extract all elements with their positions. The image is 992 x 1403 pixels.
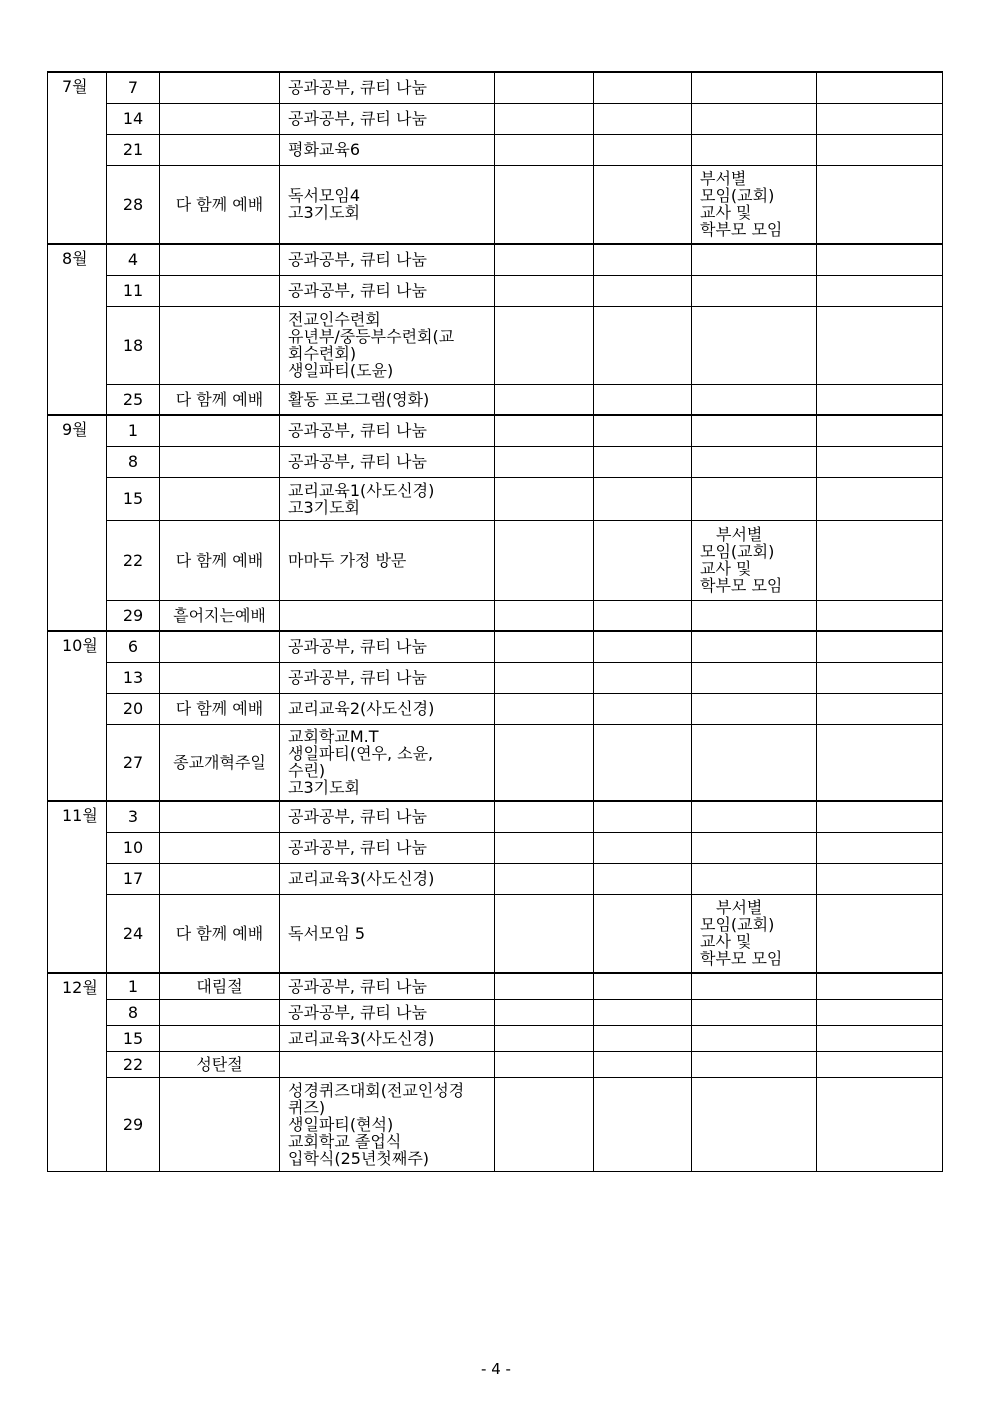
empty-cell bbox=[817, 520, 943, 600]
empty-cell bbox=[594, 384, 692, 415]
meeting-cell bbox=[692, 72, 817, 103]
empty-cell bbox=[817, 275, 943, 306]
meeting-cell bbox=[692, 244, 817, 275]
empty-cell bbox=[495, 384, 594, 415]
event-cell bbox=[160, 415, 280, 446]
empty-cell bbox=[594, 999, 692, 1025]
event-cell: 다 함께 예배 bbox=[160, 693, 280, 724]
content-cell bbox=[280, 693, 495, 724]
empty-cell bbox=[817, 415, 943, 446]
meeting-line: 교사 및 bbox=[700, 559, 752, 578]
content-line: 공과공부, 큐티 나눔 bbox=[288, 807, 427, 827]
empty-cell bbox=[495, 275, 594, 306]
table-row bbox=[48, 72, 943, 103]
content-line: 활동 프로그램(영화) bbox=[288, 389, 430, 409]
event-cell bbox=[160, 103, 280, 134]
table-row bbox=[48, 446, 943, 477]
meeting-cell bbox=[692, 999, 817, 1025]
empty-cell bbox=[495, 134, 594, 165]
content-line: 회수련회) bbox=[288, 344, 357, 363]
day-cell: 18 bbox=[107, 306, 160, 384]
meeting-line: 모임(교회) bbox=[700, 542, 775, 561]
empty-cell bbox=[817, 72, 943, 103]
empty-cell bbox=[817, 662, 943, 693]
event-cell bbox=[160, 1077, 280, 1171]
empty-cell bbox=[817, 801, 943, 832]
meeting-cell bbox=[692, 1025, 817, 1051]
meeting-cell bbox=[692, 693, 817, 724]
content-cell bbox=[280, 275, 495, 306]
content-line: 마마두 가정 방문 bbox=[288, 550, 407, 570]
empty-cell bbox=[817, 446, 943, 477]
empty-cell bbox=[817, 244, 943, 275]
content-line: 공과공부, 큐티 나눔 bbox=[288, 1002, 427, 1022]
empty-cell bbox=[594, 72, 692, 103]
content-line: 독서모임4 bbox=[288, 186, 361, 206]
content-cell bbox=[280, 103, 495, 134]
table-row bbox=[48, 477, 943, 520]
empty-cell bbox=[817, 724, 943, 801]
content-line: 교리교육2(사도신경) bbox=[288, 699, 435, 718]
content-line: 교리교육1(사도신경) bbox=[288, 480, 435, 500]
meeting-cell bbox=[692, 165, 817, 244]
content-line: 교회학교M.T bbox=[288, 727, 379, 747]
event-cell: 성탄절 bbox=[160, 1051, 280, 1077]
content-cell bbox=[280, 477, 495, 520]
meeting-line: 학부모 모임 bbox=[700, 949, 783, 969]
empty-cell bbox=[495, 103, 594, 134]
schedule-table bbox=[47, 71, 943, 1172]
empty-cell bbox=[594, 477, 692, 520]
empty-cell bbox=[817, 477, 943, 520]
empty-cell bbox=[495, 600, 594, 631]
meeting-cell bbox=[692, 275, 817, 306]
empty-cell bbox=[495, 306, 594, 384]
empty-cell bbox=[495, 446, 594, 477]
meeting-cell bbox=[692, 832, 817, 863]
table-row bbox=[48, 384, 943, 415]
content-line: 전교인수련회 bbox=[288, 310, 381, 329]
meeting-cell bbox=[692, 863, 817, 894]
table-row bbox=[48, 306, 943, 384]
content-cell bbox=[280, 863, 495, 894]
empty-cell bbox=[495, 724, 594, 801]
day-cell: 1 bbox=[107, 415, 160, 446]
table-row bbox=[48, 832, 943, 863]
month-cell: 9월 bbox=[48, 415, 107, 631]
table-row bbox=[48, 801, 943, 832]
day-cell: 10 bbox=[107, 832, 160, 863]
meeting-line: 학부모 모임 bbox=[700, 220, 783, 240]
month-cell: 11월 bbox=[48, 801, 107, 973]
content-cell bbox=[280, 415, 495, 446]
meeting-cell bbox=[692, 973, 817, 999]
empty-cell bbox=[594, 662, 692, 693]
table-row bbox=[48, 103, 943, 134]
empty-cell bbox=[594, 306, 692, 384]
month-cell: 10월 bbox=[48, 631, 107, 801]
table-row bbox=[48, 894, 943, 973]
content-cell bbox=[280, 894, 495, 973]
empty-cell bbox=[594, 631, 692, 662]
empty-cell bbox=[594, 724, 692, 801]
meeting-cell bbox=[692, 600, 817, 631]
table-row bbox=[48, 724, 943, 801]
empty-cell bbox=[594, 801, 692, 832]
empty-cell bbox=[594, 165, 692, 244]
day-cell: 25 bbox=[107, 384, 160, 415]
content-cell bbox=[280, 520, 495, 600]
meeting-cell bbox=[692, 477, 817, 520]
content-cell bbox=[280, 446, 495, 477]
empty-cell bbox=[594, 520, 692, 600]
event-cell: 다 함께 예배 bbox=[160, 384, 280, 415]
content-line: 생일파티(현석) bbox=[288, 1114, 394, 1134]
table-row bbox=[48, 973, 943, 999]
day-cell: 6 bbox=[107, 631, 160, 662]
empty-cell bbox=[594, 103, 692, 134]
empty-cell bbox=[817, 1025, 943, 1051]
event-cell bbox=[160, 244, 280, 275]
content-cell bbox=[280, 165, 495, 244]
empty-cell bbox=[594, 693, 692, 724]
event-cell bbox=[160, 477, 280, 520]
table-row bbox=[48, 1077, 943, 1171]
content-cell bbox=[280, 1025, 495, 1051]
content-line: 입학식(25년첫째주) bbox=[288, 1148, 430, 1168]
event-cell: 다 함께 예배 bbox=[160, 520, 280, 600]
content-cell bbox=[280, 600, 495, 631]
empty-cell bbox=[495, 244, 594, 275]
empty-cell bbox=[495, 662, 594, 693]
event-cell bbox=[160, 134, 280, 165]
table-row bbox=[48, 415, 943, 446]
content-cell bbox=[280, 134, 495, 165]
event-cell bbox=[160, 275, 280, 306]
meeting-line: 모임(교회) bbox=[700, 186, 775, 206]
content-line: 성경퀴즈대회(전교인성경 bbox=[288, 1080, 465, 1100]
day-cell: 28 bbox=[107, 165, 160, 244]
content-cell bbox=[280, 832, 495, 863]
empty-cell bbox=[594, 275, 692, 306]
day-cell: 21 bbox=[107, 134, 160, 165]
empty-cell bbox=[594, 1051, 692, 1077]
empty-cell bbox=[495, 520, 594, 600]
month-cell: 8월 bbox=[48, 244, 107, 415]
content-line: 평화교육6 bbox=[288, 140, 361, 159]
empty-cell bbox=[495, 999, 594, 1025]
empty-cell bbox=[495, 477, 594, 520]
content-cell bbox=[280, 631, 495, 662]
empty-cell bbox=[495, 863, 594, 894]
content-cell bbox=[280, 662, 495, 693]
empty-cell bbox=[817, 600, 943, 631]
event-cell: 대림절 bbox=[160, 973, 280, 999]
day-cell: 29 bbox=[107, 600, 160, 631]
empty-cell bbox=[594, 832, 692, 863]
meeting-cell bbox=[692, 384, 817, 415]
event-cell bbox=[160, 801, 280, 832]
meeting-cell bbox=[692, 1051, 817, 1077]
meeting-cell bbox=[692, 894, 817, 973]
empty-cell bbox=[817, 894, 943, 973]
day-cell: 20 bbox=[107, 693, 160, 724]
content-line: 공과공부, 큐티 나눔 bbox=[288, 838, 427, 857]
empty-cell bbox=[594, 446, 692, 477]
content-cell bbox=[280, 244, 495, 275]
meeting-cell bbox=[692, 306, 817, 384]
empty-cell bbox=[594, 415, 692, 446]
empty-cell bbox=[817, 306, 943, 384]
empty-cell bbox=[495, 631, 594, 662]
meeting-cell bbox=[692, 415, 817, 446]
empty-cell bbox=[594, 1077, 692, 1171]
event-cell: 다 함께 예배 bbox=[160, 165, 280, 244]
day-cell: 14 bbox=[107, 103, 160, 134]
empty-cell bbox=[495, 1051, 594, 1077]
content-line: 수린) bbox=[288, 761, 326, 781]
content-line: 고3기도회 bbox=[288, 778, 361, 798]
empty-cell bbox=[495, 801, 594, 832]
content-line: 생일파티(도윤) bbox=[288, 361, 394, 380]
empty-cell bbox=[495, 1077, 594, 1171]
meeting-line: 부서별 bbox=[716, 898, 763, 918]
event-cell bbox=[160, 631, 280, 662]
meeting-line: 부서별 bbox=[716, 525, 763, 544]
day-cell: 22 bbox=[107, 1051, 160, 1077]
content-line: 공과공부, 큐티 나눔 bbox=[288, 281, 427, 300]
content-line: 공과공부, 큐티 나눔 bbox=[288, 452, 427, 471]
day-cell: 8 bbox=[107, 999, 160, 1025]
content-cell bbox=[280, 72, 495, 103]
empty-cell bbox=[495, 693, 594, 724]
content-cell bbox=[280, 801, 495, 832]
content-line: 퀴즈) bbox=[288, 1097, 326, 1117]
content-line: 고3기도회 bbox=[288, 203, 361, 223]
table-row bbox=[48, 999, 943, 1025]
day-cell: 4 bbox=[107, 244, 160, 275]
content-line: 공과공부, 큐티 나눔 bbox=[288, 668, 427, 687]
empty-cell bbox=[495, 832, 594, 863]
empty-cell bbox=[817, 1051, 943, 1077]
table-row bbox=[48, 1025, 943, 1051]
empty-cell bbox=[495, 1025, 594, 1051]
table-row bbox=[48, 244, 943, 275]
day-cell: 11 bbox=[107, 275, 160, 306]
month-cell: 12월 bbox=[48, 973, 107, 1171]
event-cell bbox=[160, 863, 280, 894]
table-row bbox=[48, 165, 943, 244]
table-row bbox=[48, 600, 943, 631]
empty-cell bbox=[817, 999, 943, 1025]
event-cell: 다 함께 예배 bbox=[160, 894, 280, 973]
empty-cell bbox=[817, 631, 943, 662]
empty-cell bbox=[817, 134, 943, 165]
empty-cell bbox=[817, 165, 943, 244]
empty-cell bbox=[495, 72, 594, 103]
day-cell: 15 bbox=[107, 477, 160, 520]
event-cell bbox=[160, 832, 280, 863]
day-cell: 1 bbox=[107, 973, 160, 999]
event-cell bbox=[160, 446, 280, 477]
day-cell: 13 bbox=[107, 662, 160, 693]
content-line: 고3기도회 bbox=[288, 497, 361, 517]
table-row bbox=[48, 520, 943, 600]
empty-cell bbox=[594, 600, 692, 631]
empty-cell bbox=[817, 103, 943, 134]
meeting-cell bbox=[692, 134, 817, 165]
empty-cell bbox=[817, 1077, 943, 1171]
event-cell bbox=[160, 999, 280, 1025]
empty-cell bbox=[495, 165, 594, 244]
content-cell bbox=[280, 1051, 495, 1077]
content-cell bbox=[280, 724, 495, 801]
meeting-cell bbox=[692, 662, 817, 693]
empty-cell bbox=[817, 693, 943, 724]
content-line: 교리교육3(사도신경) bbox=[288, 1028, 435, 1048]
table-row bbox=[48, 134, 943, 165]
day-cell: 3 bbox=[107, 801, 160, 832]
content-cell bbox=[280, 1077, 495, 1171]
month-cell: 7월 bbox=[48, 72, 107, 244]
empty-cell bbox=[594, 1025, 692, 1051]
event-cell: 흩어지는예배 bbox=[160, 600, 280, 631]
page-number: - 4 - bbox=[481, 1360, 511, 1378]
meeting-cell bbox=[692, 724, 817, 801]
empty-cell bbox=[495, 973, 594, 999]
meeting-cell bbox=[692, 520, 817, 600]
event-cell bbox=[160, 662, 280, 693]
table-row bbox=[48, 662, 943, 693]
content-cell bbox=[280, 999, 495, 1025]
meeting-line: 교사 및 bbox=[700, 932, 752, 952]
meeting-cell bbox=[692, 103, 817, 134]
content-line: 공과공부, 큐티 나눔 bbox=[288, 250, 427, 270]
meeting-line: 교사 및 bbox=[700, 203, 752, 223]
meeting-line: 모임(교회) bbox=[700, 915, 775, 935]
day-cell: 8 bbox=[107, 446, 160, 477]
content-line: 교리교육3(사도신경) bbox=[288, 869, 435, 888]
empty-cell bbox=[594, 973, 692, 999]
event-cell bbox=[160, 72, 280, 103]
empty-cell bbox=[594, 134, 692, 165]
content-line: 독서모임 5 bbox=[288, 923, 366, 943]
content-line: 유년부/중등부수련회(교 bbox=[288, 327, 455, 346]
content-line: 생일파티(연우, 소윤, bbox=[288, 744, 434, 764]
meeting-cell bbox=[692, 1077, 817, 1171]
table-row bbox=[48, 275, 943, 306]
day-cell: 27 bbox=[107, 724, 160, 801]
content-line: 공과공부, 큐티 나눔 bbox=[288, 78, 427, 98]
meeting-cell bbox=[692, 446, 817, 477]
meeting-line: 부서별 bbox=[700, 169, 747, 189]
content-line: 공과공부, 큐티 나눔 bbox=[288, 637, 427, 657]
meeting-cell bbox=[692, 631, 817, 662]
meeting-cell bbox=[692, 801, 817, 832]
meeting-line: 학부모 모임 bbox=[700, 576, 783, 595]
empty-cell bbox=[594, 863, 692, 894]
empty-cell bbox=[495, 415, 594, 446]
empty-cell bbox=[594, 244, 692, 275]
content-line: 교회학교 졸업식 bbox=[288, 1131, 402, 1151]
table-row bbox=[48, 863, 943, 894]
day-cell: 24 bbox=[107, 894, 160, 973]
empty-cell bbox=[594, 894, 692, 973]
content-line: 공과공부, 큐티 나눔 bbox=[288, 109, 427, 128]
day-cell: 22 bbox=[107, 520, 160, 600]
day-cell: 17 bbox=[107, 863, 160, 894]
content-line: 공과공부, 큐티 나눔 bbox=[288, 421, 427, 441]
empty-cell bbox=[817, 384, 943, 415]
event-cell: 종교개혁주일 bbox=[160, 724, 280, 801]
table-row bbox=[48, 1051, 943, 1077]
content-cell bbox=[280, 306, 495, 384]
event-cell bbox=[160, 1025, 280, 1051]
table-row bbox=[48, 693, 943, 724]
day-cell: 7 bbox=[107, 72, 160, 103]
event-cell bbox=[160, 306, 280, 384]
content-line: 공과공부, 큐티 나눔 bbox=[288, 976, 427, 996]
day-cell: 29 bbox=[107, 1077, 160, 1171]
empty-cell bbox=[817, 863, 943, 894]
table-row bbox=[48, 631, 943, 662]
content-cell bbox=[280, 973, 495, 999]
empty-cell bbox=[817, 832, 943, 863]
empty-cell bbox=[495, 894, 594, 973]
empty-cell bbox=[817, 973, 943, 999]
content-cell bbox=[280, 384, 495, 415]
day-cell: 15 bbox=[107, 1025, 160, 1051]
